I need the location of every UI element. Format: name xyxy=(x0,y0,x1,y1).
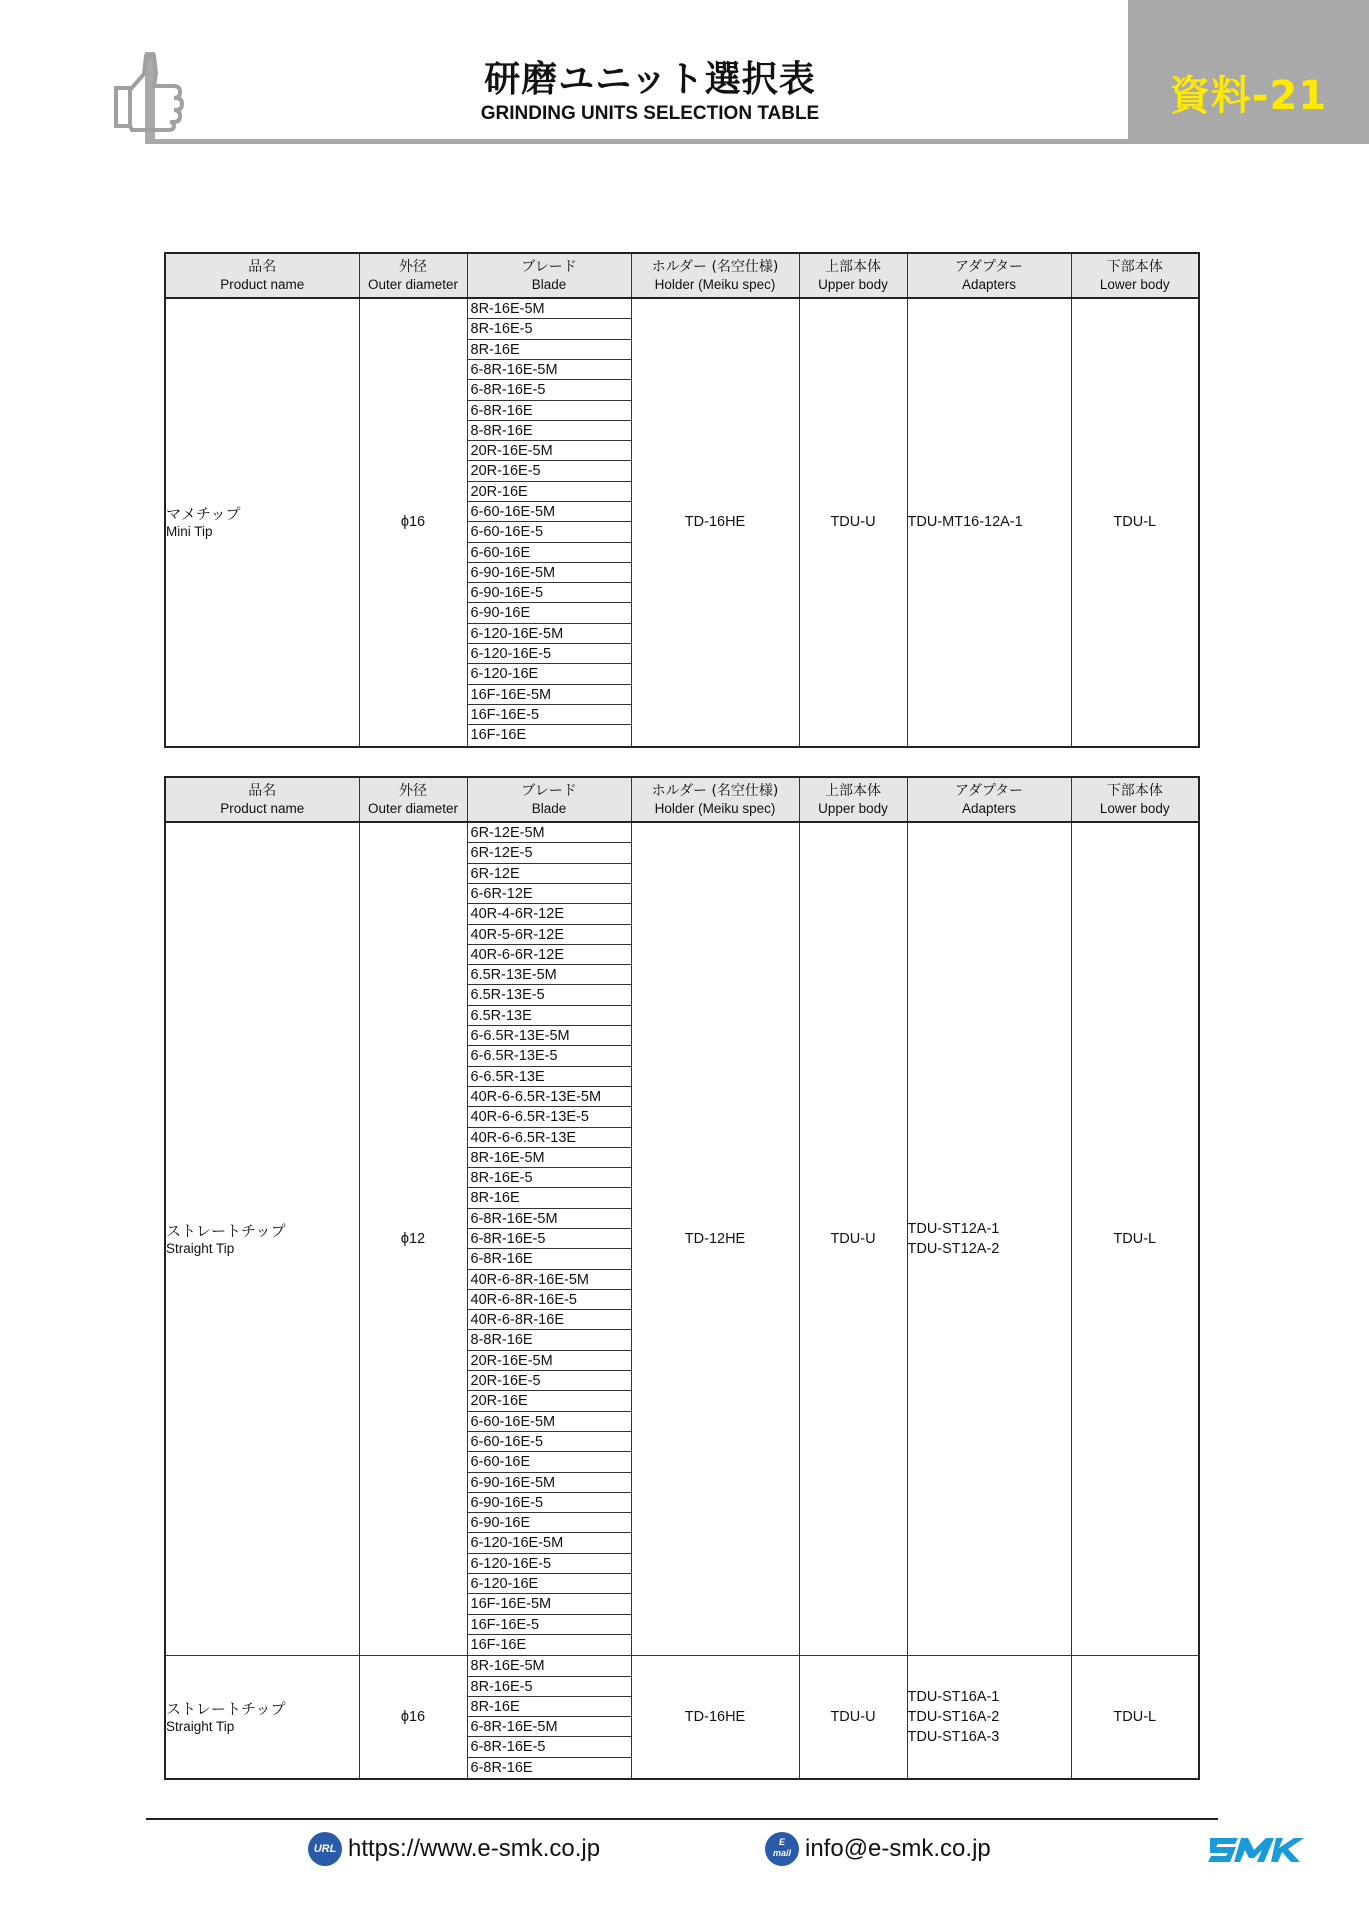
thumbs-up-icon xyxy=(110,50,185,132)
blade-item: 6.5R-13E-5M xyxy=(468,965,631,985)
lower-body-cell: TDU-L xyxy=(1071,822,1199,1656)
lower-body-cell: TDU-L xyxy=(1071,1656,1199,1779)
adapter-item: TDU-MT16-12A-1 xyxy=(907,514,1023,531)
column-header-lower-body: 下部本体 Lower body xyxy=(1071,253,1199,298)
blade-item: 6-6.5R-13E-5 xyxy=(468,1046,631,1066)
blade-item: 6-90-16E-5M xyxy=(468,563,631,583)
blade-item: 6.5R-13E xyxy=(468,1006,631,1026)
smk-logo xyxy=(1208,1836,1312,1864)
blade-item: 20R-16E-5 xyxy=(468,461,631,481)
selection-table-straight-tip xyxy=(164,776,1200,1780)
product-name-jp: ストレートチップ xyxy=(166,1699,286,1718)
column-header-blade: ブレード Blade xyxy=(467,253,631,298)
blade-item: 6-8R-16E xyxy=(470,1759,533,1776)
adapters-cell xyxy=(907,822,1071,1656)
adapter-item: TDU-ST16A-1 xyxy=(907,1689,1000,1706)
table-header-row xyxy=(165,777,1199,822)
page-title xyxy=(440,60,860,126)
adapter-item: TDU-ST16A-2 xyxy=(907,1709,1000,1726)
product-name-jp: ストレートチップ xyxy=(166,1221,286,1240)
blade-item: 20R-16E-5 xyxy=(468,1371,631,1391)
title-japanese: 研磨ユニット選択表 xyxy=(484,59,816,100)
blade-item: 8R-16E xyxy=(468,1188,631,1208)
blade-item: 16F-16E-5 xyxy=(468,1615,631,1635)
blade-item: 16F-16E xyxy=(470,1636,527,1653)
upper-body-cell: TDU-U xyxy=(799,1656,907,1779)
column-header-upper-body: 上部本体 Upper body xyxy=(799,253,907,298)
product-name-cell xyxy=(165,298,359,747)
blade-item: 6-60-16E xyxy=(468,1452,631,1472)
selection-table-mini-tip xyxy=(164,252,1200,748)
blade-item: 6.5R-13E-5 xyxy=(468,985,631,1005)
adapters-cell xyxy=(907,298,1071,747)
column-header-diameter: 外径 Outer diameter xyxy=(359,777,467,822)
title-english: GRINDING UNITS SELECTION TABLE xyxy=(480,103,820,124)
holder-cell: TD-16HE xyxy=(631,1656,799,1779)
blade-item: 40R-6-6.5R-13E-5 xyxy=(468,1107,631,1127)
email-badge-top: E xyxy=(778,1837,785,1847)
header-rule xyxy=(145,139,1369,144)
blade-item: 8R-16E-5 xyxy=(468,1677,631,1697)
footer-rule xyxy=(146,1818,1218,1820)
blade-item: 6-90-16E xyxy=(468,1513,631,1533)
blade-item: 6-6R-12E xyxy=(468,884,631,904)
blade-item: 6R-12E-5 xyxy=(468,843,631,863)
blade-item: 6-8R-16E xyxy=(468,1249,631,1269)
blade-item: 8R-16E-5 xyxy=(468,319,631,339)
holder-cell: TD-16HE xyxy=(631,298,799,747)
product-name-cell xyxy=(165,1656,359,1779)
reference-number: 資料-21 xyxy=(1169,73,1328,119)
blade-item: 6-90-16E xyxy=(468,603,631,623)
blade-item: 20R-16E xyxy=(468,482,631,502)
upper-body-cell: TDU-U xyxy=(799,822,907,1656)
url-badge-icon: URL xyxy=(308,1832,342,1866)
blade-item: 6-8R-16E-5M xyxy=(468,360,631,380)
product-name-en: Mini Tip xyxy=(166,523,213,539)
blade-item: 16F-16E xyxy=(470,727,527,744)
upper-body-cell: TDU-U xyxy=(799,298,907,747)
blade-item: 6-90-16E-5 xyxy=(468,583,631,603)
column-header-product: 品名 Product name xyxy=(165,777,359,822)
column-header-lower-body: 下部本体 Lower body xyxy=(1071,777,1199,822)
blade-item: 16F-16E-5 xyxy=(468,705,631,725)
blade-item: 8R-16E-5M xyxy=(468,1148,631,1168)
adapters-cell xyxy=(907,1656,1071,1779)
column-header-blade: ブレード Blade xyxy=(467,777,631,822)
blade-item: 6R-12E xyxy=(468,864,631,884)
column-header-adapters: アダプター Adapters xyxy=(907,777,1071,822)
adapter-item: TDU-ST16A-3 xyxy=(907,1729,1000,1746)
blade-item: 6-8R-16E-5M xyxy=(468,1717,631,1737)
blade-item: 8R-16E xyxy=(468,1697,631,1717)
blade-list-cell xyxy=(467,822,631,1656)
blade-item: 6-120-16E-5M xyxy=(468,1533,631,1553)
table-row xyxy=(165,822,1199,1656)
adapter-item: TDU-ST12A-1 xyxy=(907,1221,1000,1238)
blade-item: 20R-16E-5M xyxy=(468,441,631,461)
blade-item: 6-60-16E-5 xyxy=(468,522,631,542)
blade-item: 16F-16E-5M xyxy=(468,685,631,705)
blade-item: 6-8R-16E-5 xyxy=(468,1229,631,1249)
email-badge-icon xyxy=(765,1832,799,1866)
blade-item: 40R-5-6R-12E xyxy=(468,925,631,945)
blade-item: 6-60-16E-5M xyxy=(468,1412,631,1432)
reference-tab xyxy=(1128,0,1369,139)
product-name-en: Straight Tip xyxy=(166,1240,235,1256)
blade-item: 6-120-16E-5 xyxy=(468,644,631,664)
blade-item: 6-60-16E-5M xyxy=(468,502,631,522)
blade-item: 6-8R-16E xyxy=(468,401,631,421)
blade-item: 6-60-16E xyxy=(468,543,631,563)
blade-item: 6-90-16E-5 xyxy=(468,1493,631,1513)
blade-item: 6-8R-16E-5M xyxy=(468,1209,631,1229)
table-header-row xyxy=(165,253,1199,298)
outer-diameter-cell: ϕ16 xyxy=(359,1656,467,1779)
product-name-en: Straight Tip xyxy=(166,1718,235,1734)
blade-item: 40R-6-6R-12E xyxy=(468,945,631,965)
blade-item: 8R-16E-5 xyxy=(468,1168,631,1188)
blade-item: 40R-6-6.5R-13E xyxy=(468,1128,631,1148)
column-header-adapters: アダプター Adapters xyxy=(907,253,1071,298)
column-header-holder: ホルダー (名空仕様) Holder (Meiku spec) xyxy=(631,253,799,298)
table-row xyxy=(165,298,1199,747)
outer-diameter-cell: ϕ16 xyxy=(359,298,467,747)
blade-item: 40R-6-8R-16E-5 xyxy=(468,1290,631,1310)
blade-item: 40R-6-8R-16E-5M xyxy=(468,1270,631,1290)
blade-item: 6R-12E-5M xyxy=(468,823,631,843)
blade-item: 6-6.5R-13E xyxy=(468,1067,631,1087)
website-link[interactable]: https://www.e-smk.co.jp xyxy=(348,1835,601,1862)
blade-item: 6-120-16E xyxy=(468,664,631,684)
blade-list-cell xyxy=(467,1656,631,1779)
blade-item: 6-8R-16E-5 xyxy=(468,380,631,400)
holder-cell: TD-12HE xyxy=(631,822,799,1656)
blade-item: 20R-16E xyxy=(468,1391,631,1411)
outer-diameter-cell: ϕ12 xyxy=(359,822,467,1656)
blade-item: 8R-16E xyxy=(468,340,631,360)
email-badge-bottom: mail xyxy=(772,1848,791,1858)
adapter-item: TDU-ST12A-2 xyxy=(907,1241,1000,1258)
blade-item: 8R-16E-5M xyxy=(468,299,631,319)
blade-item: 6-6.5R-13E-5M xyxy=(468,1026,631,1046)
blade-item: 40R-6-8R-16E xyxy=(468,1310,631,1330)
column-header-holder: ホルダー (名空仕様) Holder (Meiku spec) xyxy=(631,777,799,822)
blade-item: 6-8R-16E-5 xyxy=(468,1737,631,1757)
blade-item: 6-120-16E-5M xyxy=(468,624,631,644)
column-header-product: 品名 Product name xyxy=(165,253,359,298)
blade-item: 20R-16E-5M xyxy=(468,1351,631,1371)
blade-item: 6-60-16E-5 xyxy=(468,1432,631,1452)
column-header-diameter: 外径 Outer diameter xyxy=(359,253,467,298)
blade-item: 6-120-16E-5 xyxy=(468,1554,631,1574)
blade-item: 8-8R-16E xyxy=(468,421,631,441)
product-name-jp: マメチップ xyxy=(166,504,241,523)
column-header-upper-body: 上部本体 Upper body xyxy=(799,777,907,822)
lower-body-cell: TDU-L xyxy=(1071,298,1199,747)
blade-item: 8-8R-16E xyxy=(468,1330,631,1350)
blade-item: 40R-4-6R-12E xyxy=(468,904,631,924)
blade-item: 40R-6-6.5R-13E-5M xyxy=(468,1087,631,1107)
table-row xyxy=(165,1656,1199,1779)
blade-item: 8R-16E-5M xyxy=(468,1656,631,1676)
blade-item: 16F-16E-5M xyxy=(468,1594,631,1614)
product-name-cell xyxy=(165,822,359,1656)
blade-list-cell xyxy=(467,298,631,747)
blade-item: 6-90-16E-5M xyxy=(468,1473,631,1493)
blade-item: 6-120-16E xyxy=(468,1574,631,1594)
email-link[interactable]: info@e-smk.co.jp xyxy=(805,1835,991,1862)
